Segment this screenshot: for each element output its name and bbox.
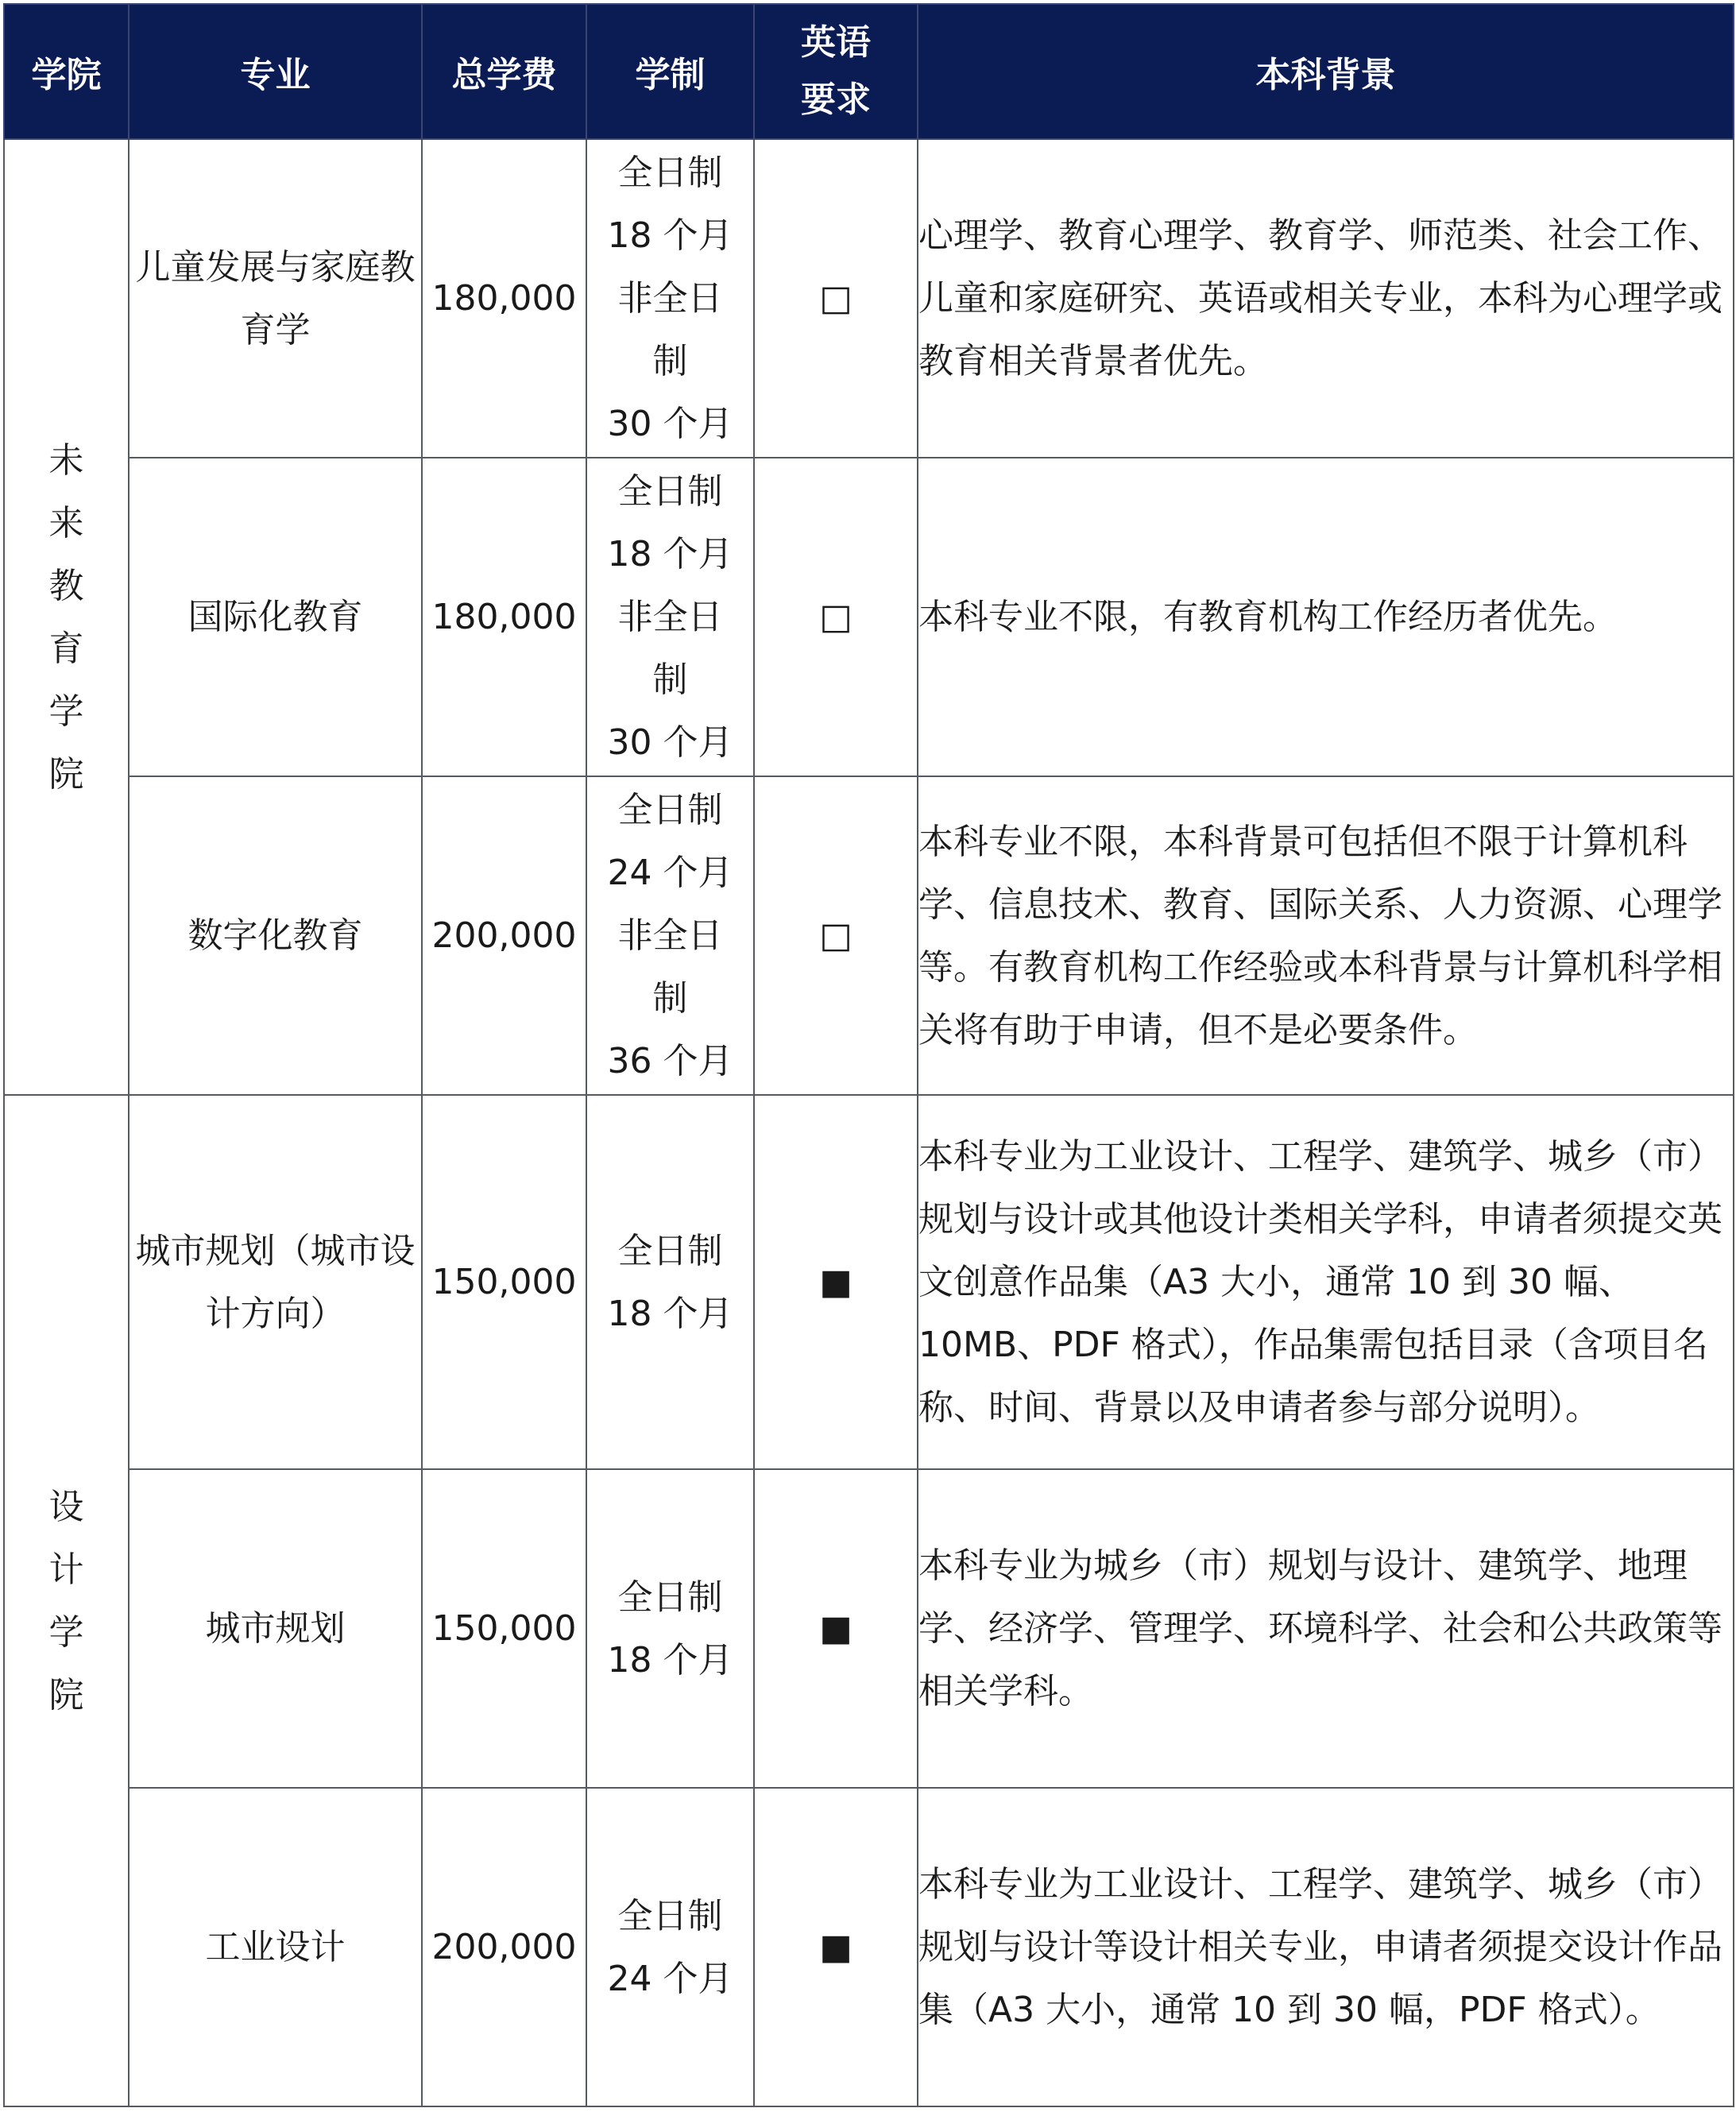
- duration-cell: [586, 139, 754, 458]
- duration-cell: [586, 1788, 754, 2106]
- program-table: [3, 3, 1734, 2107]
- header-duration: 学制: [586, 4, 754, 139]
- duration-line: 18 个月: [607, 534, 733, 574]
- duration-line: 非全日: [617, 597, 723, 637]
- background-cell: 心理学、教育心理学、教育学、师范类、社会工作、儿童和家庭研究、英语或相关专业，本科为心理学或教育相关背景者优先。: [918, 139, 1734, 458]
- duration-line: 30 个月: [607, 722, 733, 763]
- duration-line: 30 个月: [607, 404, 733, 444]
- duration-line: 18 个月: [607, 1293, 733, 1334]
- header-major: 专业: [129, 4, 422, 139]
- major-cell: 数字化教育: [129, 776, 422, 1095]
- duration-cell: [586, 776, 754, 1095]
- header-english-line1: 英语: [801, 22, 871, 63]
- duration-line: 全日制: [617, 1230, 723, 1271]
- duration-line: 全日制: [617, 1576, 723, 1618]
- school-cell-future-education: [4, 139, 129, 1095]
- major-cell: 国际化教育: [129, 458, 422, 776]
- school-char: 育: [48, 628, 84, 669]
- school-char: 计: [48, 1549, 84, 1590]
- english-requirement-cell: ■: [754, 1469, 918, 1788]
- table-row: [4, 458, 1734, 776]
- duration-line: 制: [652, 978, 688, 1019]
- duration-line: 18 个月: [607, 215, 733, 256]
- header-fee: 总学费: [422, 4, 586, 139]
- school-char: 未: [48, 439, 84, 481]
- table-row: [4, 1095, 1734, 1469]
- major-cell: 工业设计: [129, 1788, 422, 2106]
- header-row: [4, 4, 1734, 139]
- header-background: 本科背景: [918, 4, 1734, 139]
- fee-cell: 180,000: [422, 458, 586, 776]
- table-row: [4, 1788, 1734, 2106]
- duration-cell: [586, 1095, 754, 1469]
- header-english-line2: 要求: [801, 79, 871, 120]
- duration-line: 制: [652, 341, 688, 381]
- english-requirement-cell: ■: [754, 1095, 918, 1469]
- duration-line: 全日制: [617, 471, 723, 512]
- fee-cell: 200,000: [422, 1788, 586, 2106]
- duration-line: 18 个月: [607, 1639, 733, 1681]
- duration-line: 24 个月: [607, 853, 733, 893]
- fee-cell: 200,000: [422, 776, 586, 1095]
- background-cell: 本科专业为工业设计、工程学、建筑学、城乡（市）规划与设计等设计相关专业，申请者须提交设计作品集（A3 大小，通常 10 到 30 幅，PDF 格式）。: [918, 1788, 1734, 2106]
- school-cell-design: [4, 1095, 129, 2106]
- fee-cell: 150,000: [422, 1095, 586, 1469]
- english-requirement-cell: □: [754, 458, 918, 776]
- table-row: [4, 139, 1734, 458]
- duration-line: 非全日: [617, 915, 723, 956]
- major-cell: 儿童发展与家庭教育学: [129, 139, 422, 458]
- english-requirement-cell: □: [754, 776, 918, 1095]
- table-row: [4, 1469, 1734, 1788]
- background-cell: 本科专业不限，有教育机构工作经历者优先。: [918, 458, 1734, 776]
- major-cell: 城市规划: [129, 1469, 422, 1788]
- school-char: 学: [48, 1611, 84, 1653]
- duration-line: 全日制: [617, 790, 723, 830]
- table-row: [4, 776, 1734, 1095]
- duration-cell: [586, 1469, 754, 1788]
- english-requirement-cell: □: [754, 139, 918, 458]
- major-cell: 城市规划（城市设计方向）: [129, 1095, 422, 1469]
- school-char: 学: [48, 690, 84, 732]
- school-char: 院: [48, 753, 84, 795]
- duration-line: 制: [652, 660, 688, 700]
- duration-line: 全日制: [617, 1895, 723, 1936]
- background-cell: 本科专业不限，本科背景可包括但不限于计算机科学、信息技术、教育、国际关系、人力资源、心理学等。有教育机构工作经验或本科背景与计算机科学相关将有助于申请，但不是必要条件。: [918, 776, 1734, 1095]
- duration-line: 24 个月: [607, 1958, 733, 1999]
- background-cell: 本科专业为工业设计、工程学、建筑学、城乡（市）规划与设计或其他设计类相关学科，申请者须提交英文创意作品集（A3 大小，通常 10 到 30 幅、10MB、PDF 格式），作品集需包括目录（含项目名称、时间、背景以及申请者参与部分说明）。: [918, 1095, 1734, 1469]
- duration-line: 36 个月: [607, 1041, 733, 1081]
- header-school: 学院: [4, 4, 129, 139]
- english-requirement-cell: ■: [754, 1788, 918, 2106]
- background-cell: 本科专业为城乡（市）规划与设计、建筑学、地理学、经济学、管理学、环境科学、社会和公共政策等相关学科。: [918, 1469, 1734, 1788]
- fee-cell: 180,000: [422, 139, 586, 458]
- duration-line: 非全日: [617, 278, 723, 319]
- school-char: 来: [48, 502, 84, 543]
- school-char: 设: [48, 1486, 84, 1527]
- school-char: 教: [48, 565, 84, 606]
- duration-cell: [586, 458, 754, 776]
- header-english: [754, 4, 918, 139]
- duration-line: 全日制: [617, 153, 723, 193]
- fee-cell: 150,000: [422, 1469, 586, 1788]
- school-char: 院: [48, 1674, 84, 1716]
- program-table-wrapper: [3, 3, 1734, 2107]
